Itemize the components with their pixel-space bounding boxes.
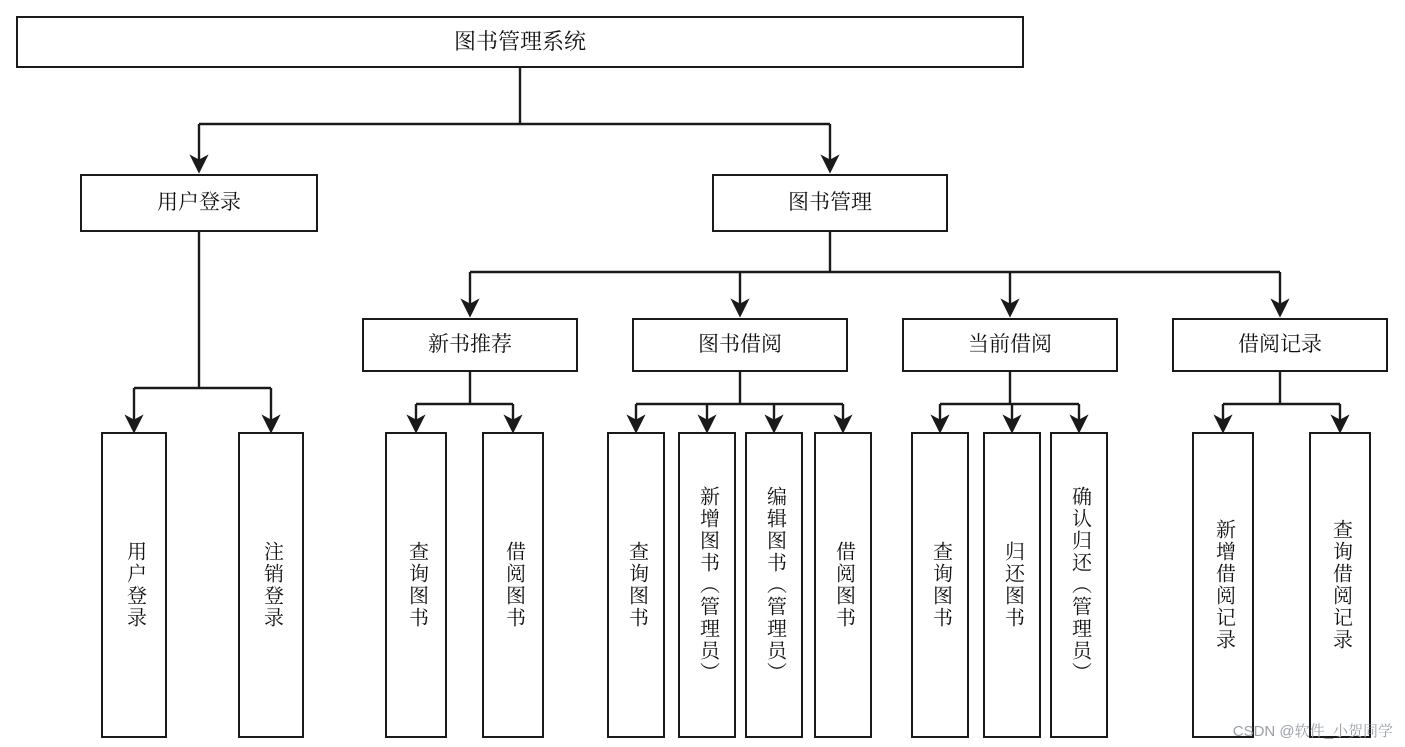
node-label: 确认归还（管理员）: [1068, 486, 1091, 684]
node-label: 查询图书: [929, 541, 952, 629]
node-label: 用户登录: [157, 190, 241, 214]
node-label: 新增借阅记录: [1212, 519, 1235, 651]
node-user-login: [80, 174, 318, 232]
node-label: 图书管理系统: [453, 29, 586, 55]
node-leaf-confirm-return: [1050, 432, 1108, 738]
node-leaf-query-record: [1309, 432, 1371, 738]
node-leaf-query-book-2: [607, 432, 665, 738]
node-leaf-add-record: [1192, 432, 1254, 738]
node-leaf-user-login: [101, 432, 167, 738]
node-new-book-recommend: [362, 318, 578, 372]
node-label: 图书管理: [788, 190, 872, 214]
node-leaf-borrow-book-2: [814, 432, 872, 738]
node-label: 查询图书: [625, 541, 648, 629]
node-label: 借阅图书: [832, 541, 855, 629]
node-current-borrow: [902, 318, 1118, 372]
node-leaf-user-logout: [238, 432, 304, 738]
node-book-borrow: [632, 318, 848, 372]
node-label: 注销登录: [260, 541, 283, 629]
watermark: CSDN @软件_小贺同学: [1232, 723, 1393, 740]
node-leaf-edit-book: [745, 432, 803, 738]
node-leaf-borrow-book-1: [482, 432, 544, 738]
node-borrow-record: [1172, 318, 1388, 372]
node-label: 查询图书: [405, 541, 428, 629]
node-leaf-add-book: [678, 432, 736, 738]
node-label: 归还图书: [1001, 541, 1024, 629]
node-label: 借阅记录: [1238, 332, 1322, 356]
node-label: 借阅图书: [502, 541, 525, 629]
node-label: 新书推荐: [428, 332, 512, 356]
node-label: 用户登录: [123, 541, 146, 629]
node-book-management: [712, 174, 948, 232]
node-label: 查询借阅记录: [1329, 519, 1352, 651]
node-leaf-query-book-3: [911, 432, 969, 738]
node-label: 编辑图书（管理员）: [763, 486, 786, 684]
node-label: 图书借阅: [698, 332, 782, 356]
node-label: 当前借阅: [968, 332, 1052, 356]
node-leaf-return-book: [983, 432, 1041, 738]
node-root: [16, 16, 1024, 68]
node-leaf-query-book-1: [385, 432, 447, 738]
node-label: 新增图书（管理员）: [696, 486, 719, 684]
